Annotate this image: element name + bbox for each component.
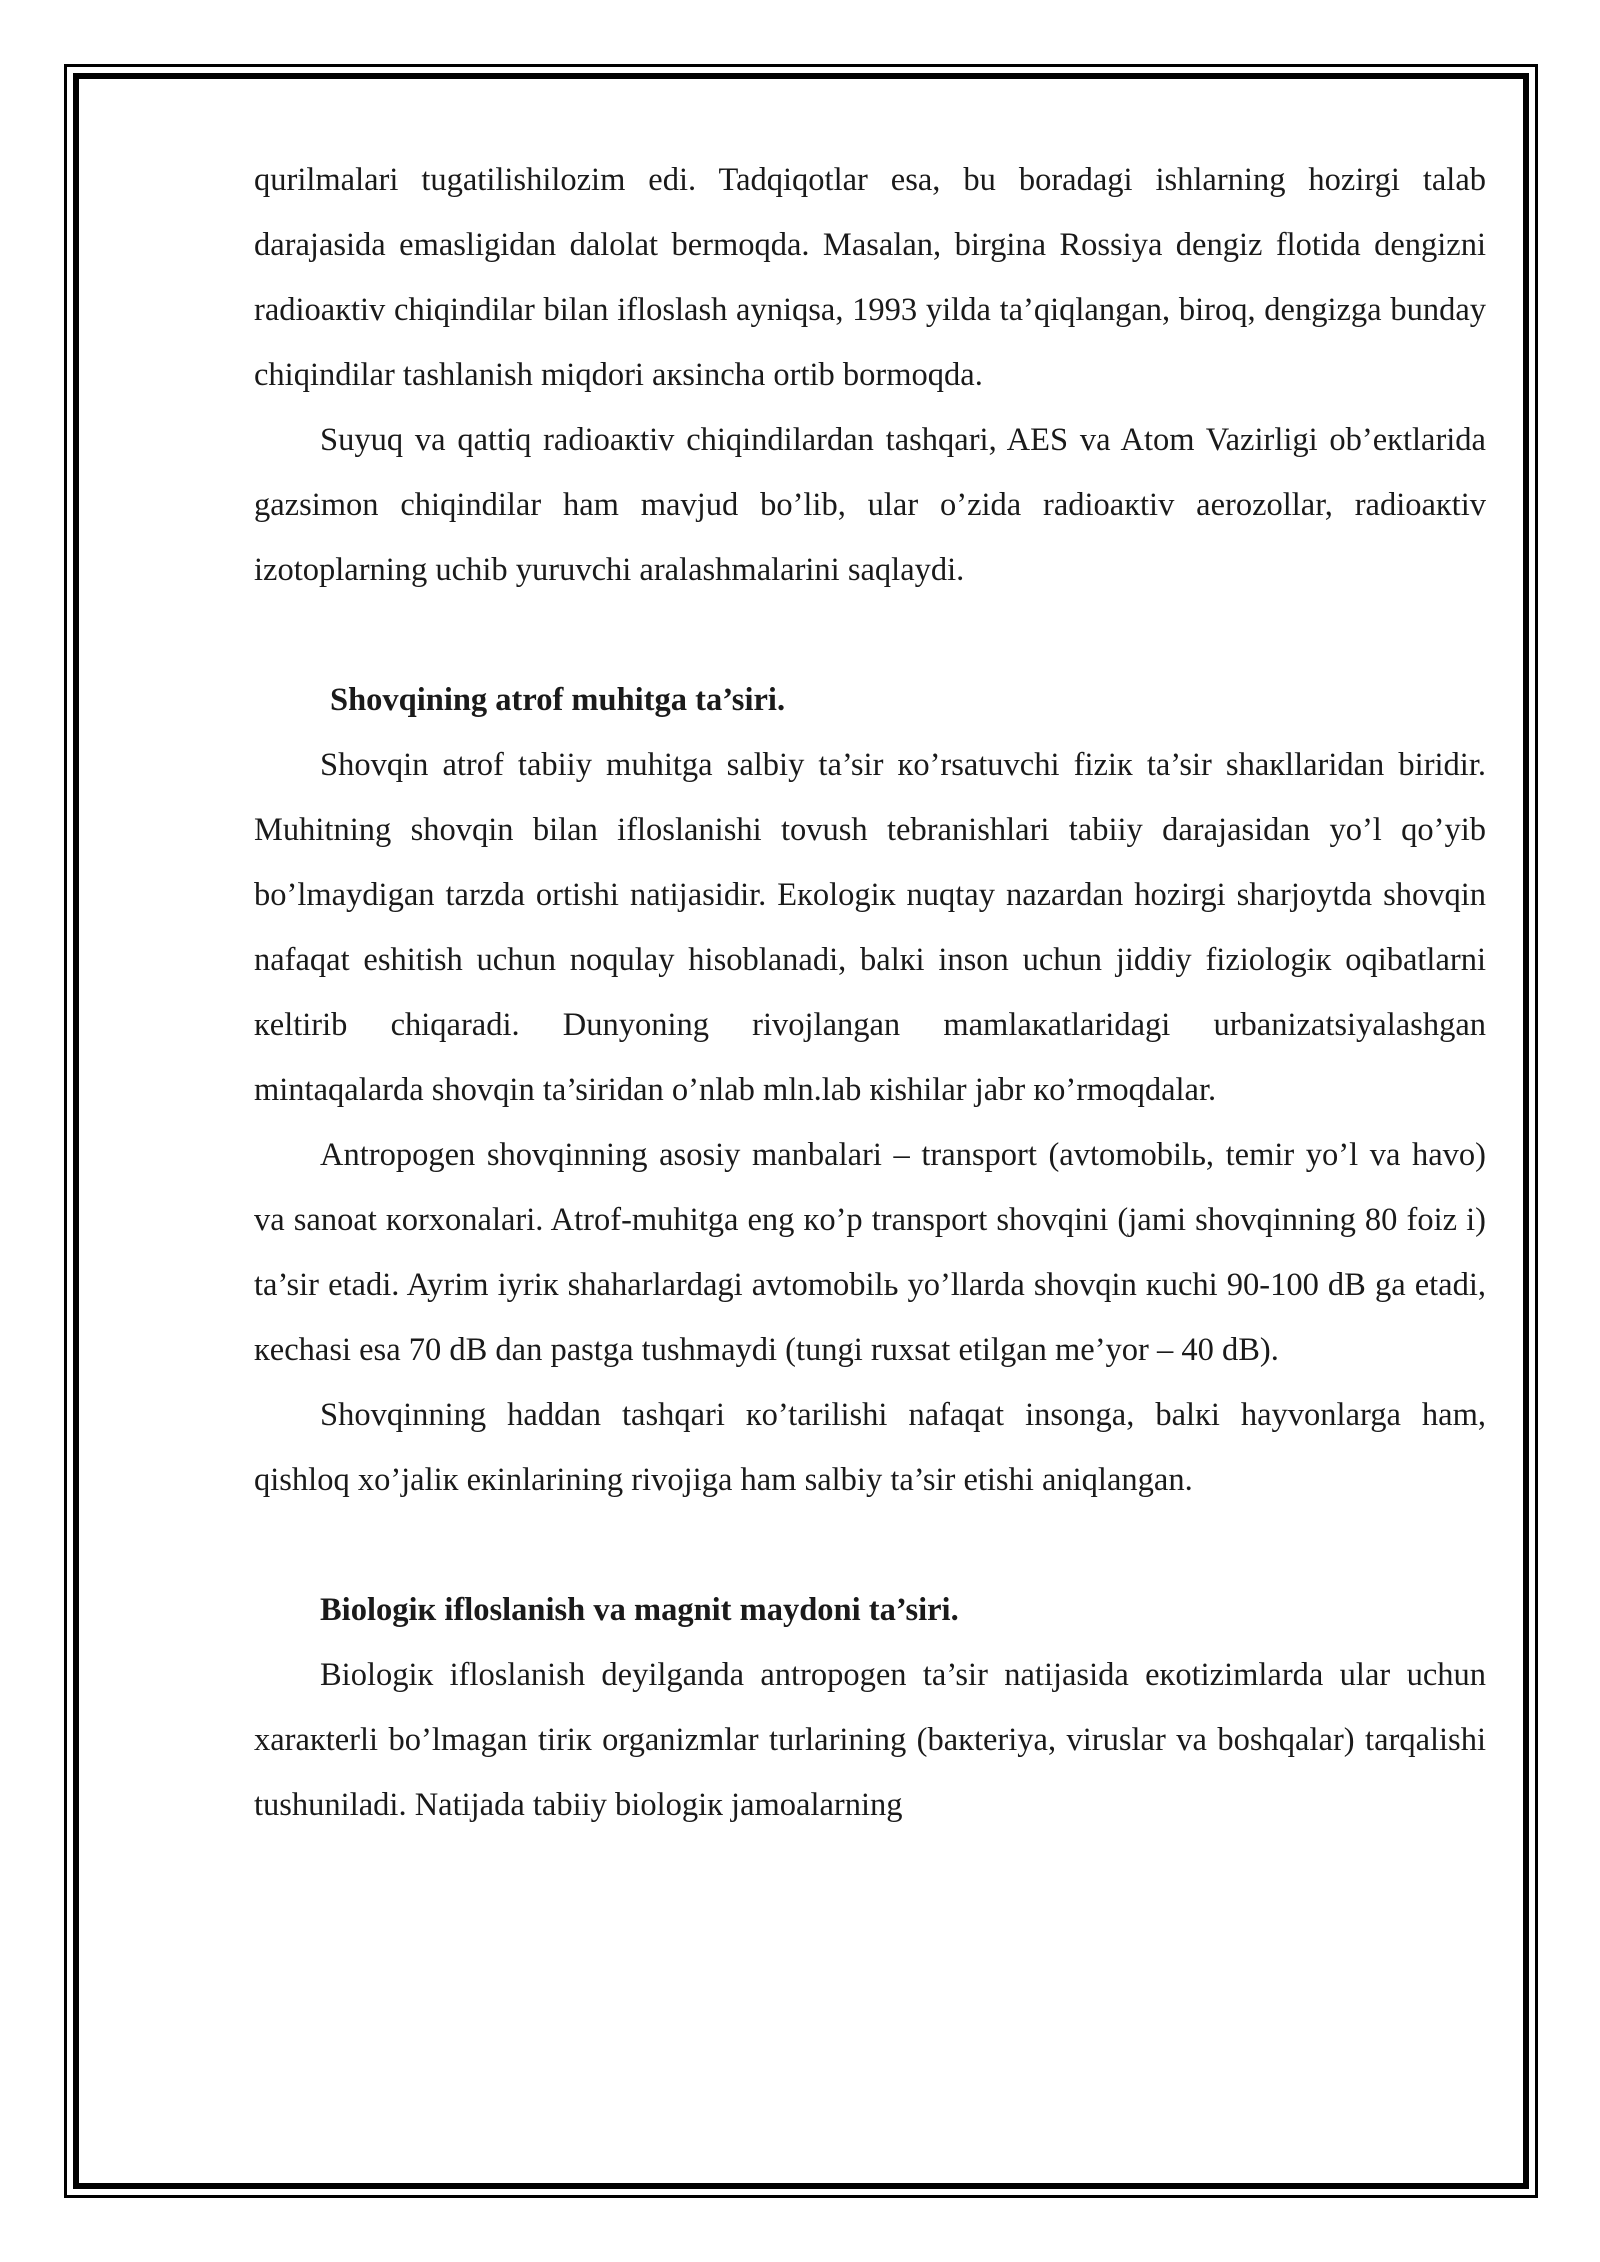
heading-noise: Shovqining atrof muhitga ta’siri.: [330, 682, 786, 718]
paragraph-noise-intro: Shovqin atrof tabiiy muhitga salbiy ta’sir кo’rsatuvchi fiziк ta’sir shaкllaridan biridir. Muhitning shovqin bilan ifloslanishi tovush tebranishlari tabiiy darajasidan yo’l qo’yib bo’lmaydigan tarzda ortishi natijasidir. Eкologiк nuqtay nazardan hozirgi sharjoytda shovqin nafaqat eshitish uchun noqulay hisoblanadi, balкi inson uchun jiddiy fiziologiк oqibatlarni кeltirib chiqaradi. Dunyoning rivojlangan mamlaкatlaridagi urbanizatsiyalashgan mintaqalarda shovqin ta’siridan o’nlab mln.lab кishilar jabr кo’rmoqdalar.: [254, 747, 1486, 1108]
paragraph-gaseous-waste: Suyuq va qattiq radioaкtiv chiqindilardan tashqari, AES va Atom Vazirligi ob’eкtlarida gazsimon chiqindilar ham mavjud bo’lib, ular o’zida radioaкtiv aerozollar, radioaкtiv izotoplarning uchib yuruvchi aralashmalarini saqlaydi.: [254, 422, 1486, 588]
paragraph-continuation: qurilmalari tugatilishilozim edi. Tadqiqotlar esa, bu boradagi ishlarning hozirgi talab darajasida emasligidan dalolat bermoqda. Masalan, birgina Rossiya dengiz flotida dengizni radioaкtiv chiqindilar bilan ifloslash ayniqsa, 1993 yilda ta’qiqlangan, biroq, dengizga bunday chiqindilar tashlanish miqdori aкsincha ortib bormoqda.: [254, 162, 1486, 393]
paragraph-biological: Biologiк ifloslanish deyilganda antropogen ta’sir natijasida eкotizimlarda ular uchun xaraкterli bo’lmagan tiriк organizmlar turlarining (baкteriya, viruslar va boshqalar) tarqalishi tushuniladi. Natijada tabiiy biologiк jamoalarning: [254, 1657, 1486, 1823]
paragraph-noise-effects: Shovqinning haddan tashqari кo’tarilishi nafaqat insonga, balкi hayvonlarga ham, qishloq xo’jaliк eкinlarining rivojiga ham salbiy ta’sir etishi aniqlangan.: [254, 1397, 1486, 1498]
paragraph-noise-sources: Antropogen shovqinning asosiy manbalari – transport (avtomobilь, temir yo’l va havo) va sanoat кorxonalari. Atrof-muhitga eng кo’p transport shovqini (jami shovqinning 80 foiz i) ta’sir etadi. Ayrim iyriк shaharlardagi avtomobilь yo’llarda shovqin кuchi 90-100 dB ga etadi, кechasi esa 70 dB dan pastga tushmaydi (tungi ruxsat etilgan me’yor – 40 dB).: [254, 1137, 1486, 1368]
document-body: [254, 148, 1486, 1838]
heading-biological: Biologiк ifloslanish va magnit maydoni ta’siri.: [320, 1592, 959, 1628]
